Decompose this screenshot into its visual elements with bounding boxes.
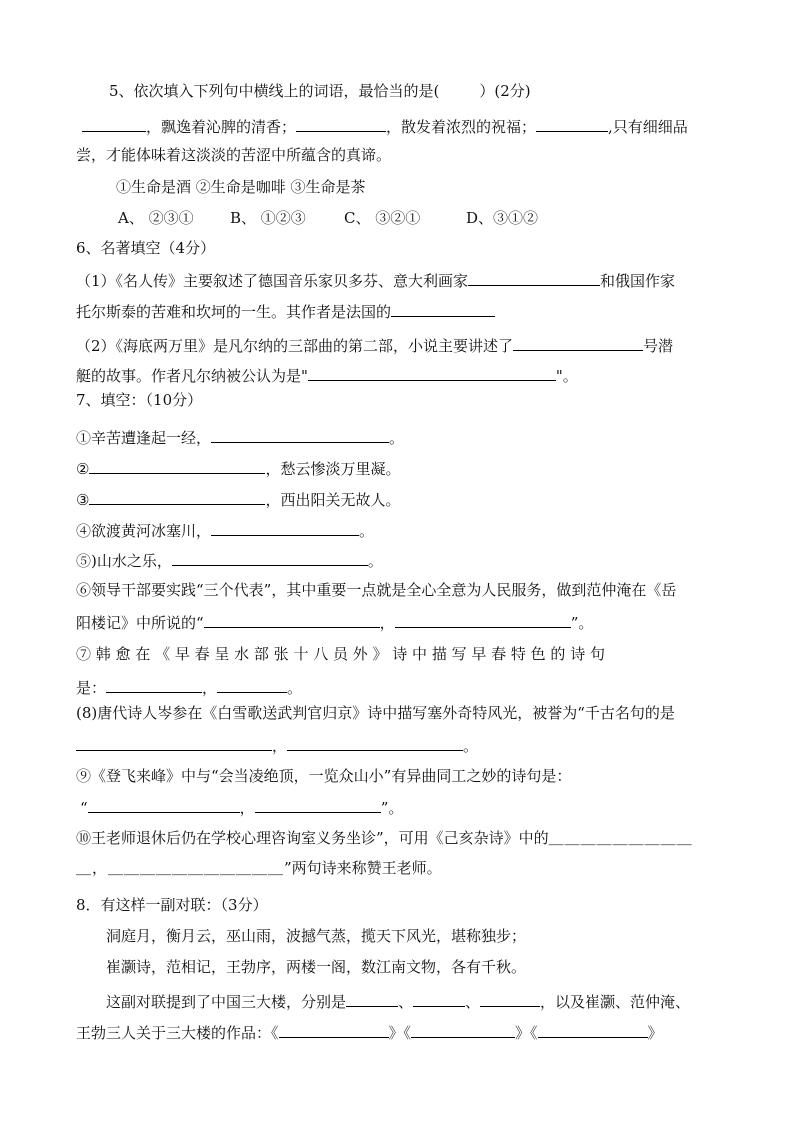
q7-item-8: (8)唐代诗人岑参在《白雪歌送武判官归京》诗中描写塞外奇特风光，被誉为“千古名句的是 (76, 704, 675, 722)
blank[interactable] (468, 269, 600, 286)
blank[interactable] (538, 1021, 648, 1038)
blank[interactable] (217, 676, 287, 693)
q7-item-5: ⑤)山水之乐， 。 (76, 549, 383, 571)
q7-item-10: ⑩王老师退休后仍在学校心理咨询室义务坐诊”，可用《己亥杂诗》中的＿＿＿＿＿＿＿＿＿ (76, 829, 693, 847)
blank[interactable] (391, 300, 495, 317)
q5-stem: 5、依次填入下列句中横线上的词语，最恰当的是( ）(2分) (109, 82, 531, 100)
q7-item-4: ④欲渡黄河冰塞川， 。 (76, 519, 374, 541)
blank[interactable] (279, 1021, 389, 1038)
blank[interactable] (204, 611, 380, 628)
blank[interactable] (89, 488, 265, 505)
blank[interactable] (211, 426, 389, 443)
q7-item-3: ③ ，西出阳关无故人。 (76, 488, 400, 510)
option-c[interactable]: C、 ③②① (344, 209, 421, 227)
q8-couplet-2: 崔灏诗，范相记，王勃序，两楼一阁，数江南文物，各有千秋。 (106, 958, 527, 976)
blank[interactable] (346, 990, 398, 1007)
blank[interactable] (513, 334, 643, 351)
q7-item-2: ② ，愁云惨淡万里凝。 (76, 457, 400, 479)
q8-title: 8．有这样一副对联：（3分） (76, 896, 268, 914)
blank[interactable] (308, 364, 556, 381)
blank[interactable] (411, 1021, 515, 1038)
q8-couplet-1: 洞庭月，衡月云，巫山雨，波撼气蒸，揽天下风光，堪称独步； (106, 927, 527, 945)
option-d[interactable]: D、③①② (466, 209, 539, 227)
q7-item-9: ⑨《登飞来峰》中与“会当凌绝顶，一览众山小”有异曲同工之妙的诗句是： (76, 767, 572, 785)
q6-p1: （1）《名人传》主要叙述了德国音乐家贝多芬、意大利画家 和俄国作家 (76, 269, 675, 291)
blank[interactable]: ＿＿＿＿＿＿＿＿＿ (548, 829, 693, 847)
q8-question-cont: 王勃三人关于三大楼的作品：《 》《 》《 》 (76, 1021, 663, 1043)
blank[interactable] (287, 734, 463, 751)
blank[interactable] (88, 796, 240, 813)
q7-title: 7、填空：（10分） (76, 391, 203, 409)
q7-item-7: ⑦ 韩 愈 在 《 早 春 呈 水 部 张 十 八 员 外 》 诗 中 描 写 早 春 特 色 的 诗 句 (76, 645, 605, 663)
q6-p2: （2）《海底两万里》是凡尔纳的三部曲的第二部，小说主要讲述了 号潜 (76, 334, 673, 356)
q7-item-10-cont: ＿，＿＿＿＿＿＿＿＿＿＿＿”两句诗来称赞王老师。 (76, 859, 442, 877)
blank[interactable] (395, 611, 571, 628)
q7-item-6-cont: 阳楼记》中所说的“ ， ”。 (76, 611, 593, 633)
q7-item-1: ①辛苦遭逢起一经， 。 (76, 426, 404, 448)
blank[interactable] (82, 115, 146, 132)
q5-sentence: ，飘逸着沁脾的清香； ，散发着浓烈的祝福； ,只有细细品 (82, 115, 688, 137)
q5-sentence-cont: 尝，才能体味着这淡淡的苦涩中所蕴含的真谛。 (76, 146, 392, 164)
q5-items: ①生命是酒 ②生命是咖啡 ③生命是茶 (116, 178, 366, 196)
blank[interactable] (536, 115, 608, 132)
blank[interactable] (255, 796, 381, 813)
q8-question: 这副对联提到了中国三大楼，分别是 、 、 ，以及崔灏、范仲淹、 (106, 990, 690, 1012)
blank[interactable] (106, 676, 202, 693)
blank[interactable]: ＿，＿＿＿＿＿＿＿＿＿＿＿ (76, 859, 285, 877)
q7-item-7-cont: 是： ， 。 (76, 676, 302, 698)
q6-p1-cont: 托尔斯泰的苦难和坎坷的一生。其作者是法国的 (76, 300, 495, 322)
option-b[interactable]: B、 ①②③ (230, 209, 306, 227)
blank[interactable] (172, 549, 368, 566)
blank[interactable] (89, 457, 265, 474)
q6-p2-cont: 艇的故事。作者凡尔纳被公认为是" "。 (76, 364, 578, 386)
blank[interactable] (413, 990, 465, 1007)
blank[interactable] (480, 990, 540, 1007)
option-a[interactable]: A、 ②③① (118, 209, 194, 227)
q7-item-9-cont: “ ， ”。 (80, 796, 403, 818)
q6-title: 6、名著填空（4分） (76, 239, 216, 257)
q7-item-6: ⑥领导干部要实践“三个代表”，其中重要一点就是全心全意为人民服务，做到范仲淹在《岳 (76, 581, 677, 599)
blank[interactable] (211, 519, 359, 536)
blank[interactable] (76, 734, 272, 751)
blank[interactable] (296, 115, 386, 132)
q7-item-8-cont: ， 。 (76, 734, 478, 756)
